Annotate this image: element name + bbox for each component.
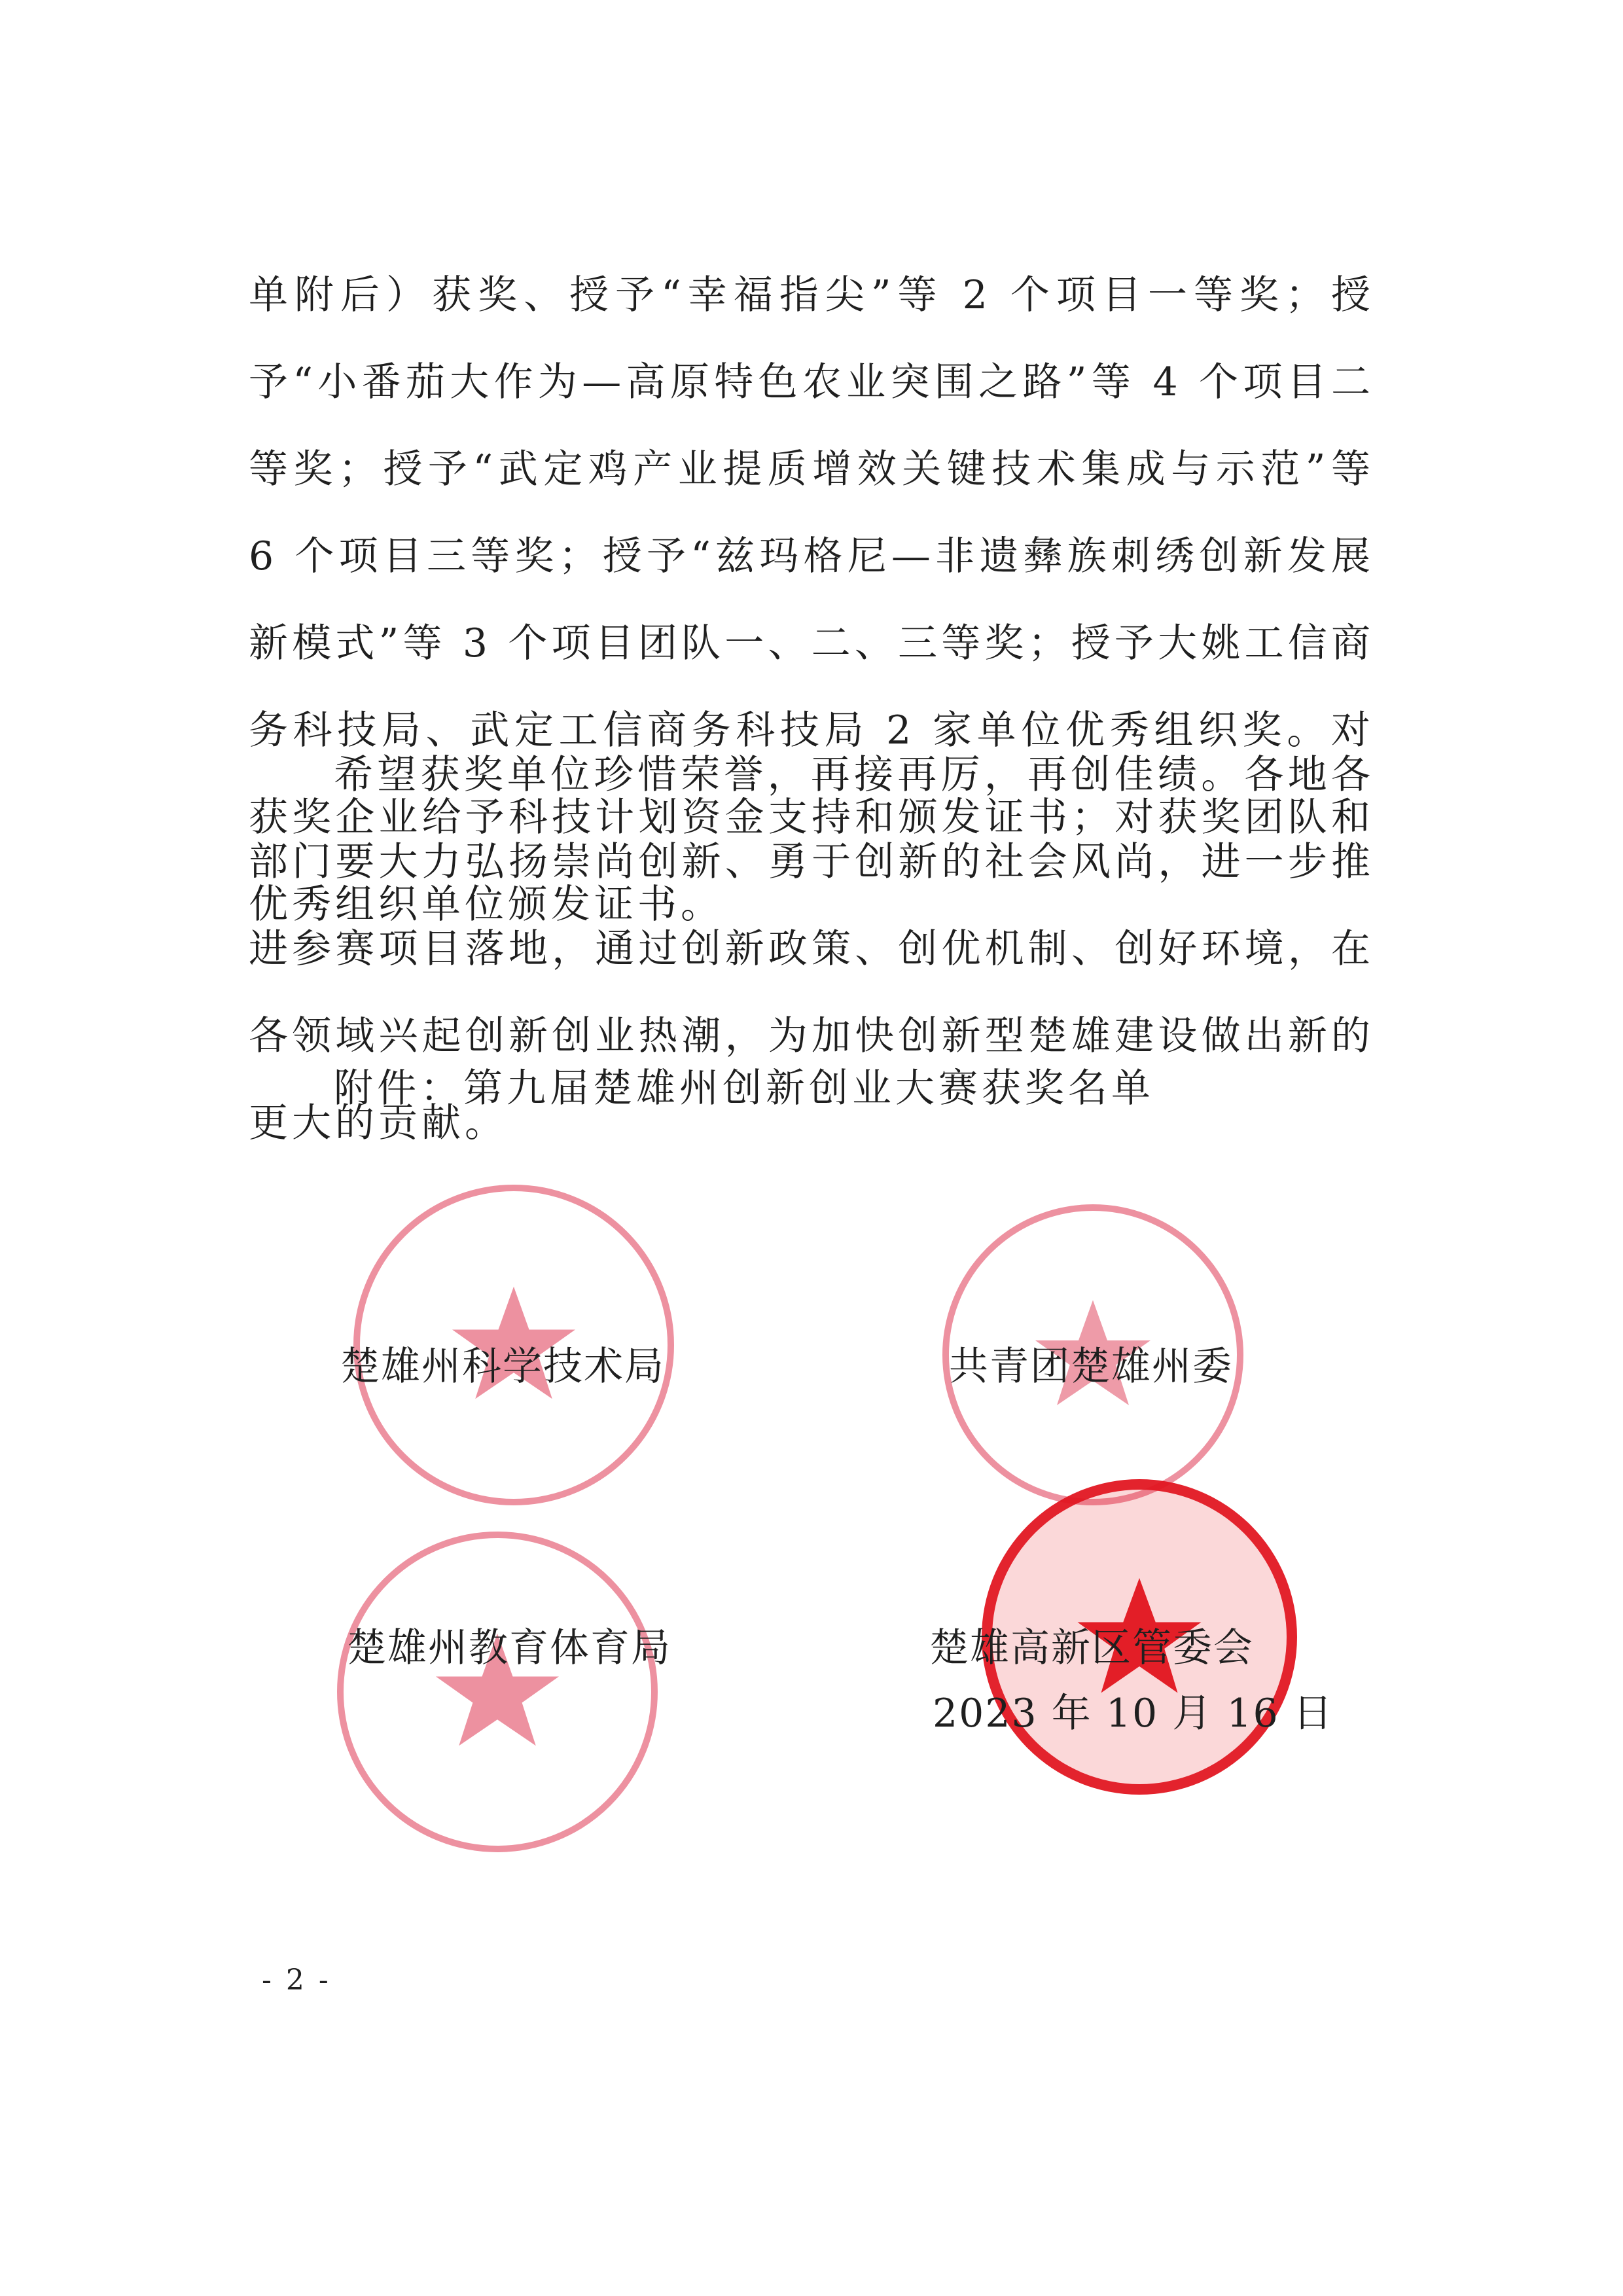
education-bureau-seal [337, 1532, 658, 1852]
signatory-science-bureau: 楚雄州科学技术局 [340, 1344, 665, 1390]
signatory-hightech-zone: 楚雄高新区管委会 [929, 1625, 1254, 1671]
signatory-youth-league: 共青团楚雄州委 [949, 1344, 1233, 1390]
page-number: - 2 - [262, 1964, 331, 1997]
attachment-line: 附件：第九届楚雄州创新创业大赛获奖名单 [334, 1066, 1154, 1111]
seal-star-icon [344, 1538, 651, 1846]
body-paragraph-awards: 单附后）获奖、授予“幸福指尖”等 2 个项目一等奖；授予“小番茄大作为—高原特色农业突围之路”等 4 个项目二等奖；授予“武定鸡产业提质增效关键技术集成与示范”等 6 个项目三等奖；授予“兹玛格尼—非遗彝族刺绣创新发展新模式”等 3 个项目团队一、二、三等奖；授予大姚工信商务科技局、武定工信商务科技局 2 家单位优秀组织奖。对获奖企业给予科技计划资金支持和颁发证书；对获奖团队和优秀组织单位颁发证书。 [249, 272, 1374, 927]
issue-date: 2023 年 10 月 16 日 [933, 1691, 1334, 1736]
body-paragraph-closing: 希望获奖单位珍惜荣誉，再接再厉，再创佳绩。各地各部门要大力弘扬崇尚创新、勇于创新的社会风尚，进一步推进参赛项目落地，通过创新政策、创优机制、创好环境，在各领域兴起创新创业热潮，为加快创新型楚雄建设做出新的更大的贡献。 [249, 752, 1374, 1146]
signatory-education-bureau: 楚雄州教育体育局 [347, 1625, 671, 1671]
